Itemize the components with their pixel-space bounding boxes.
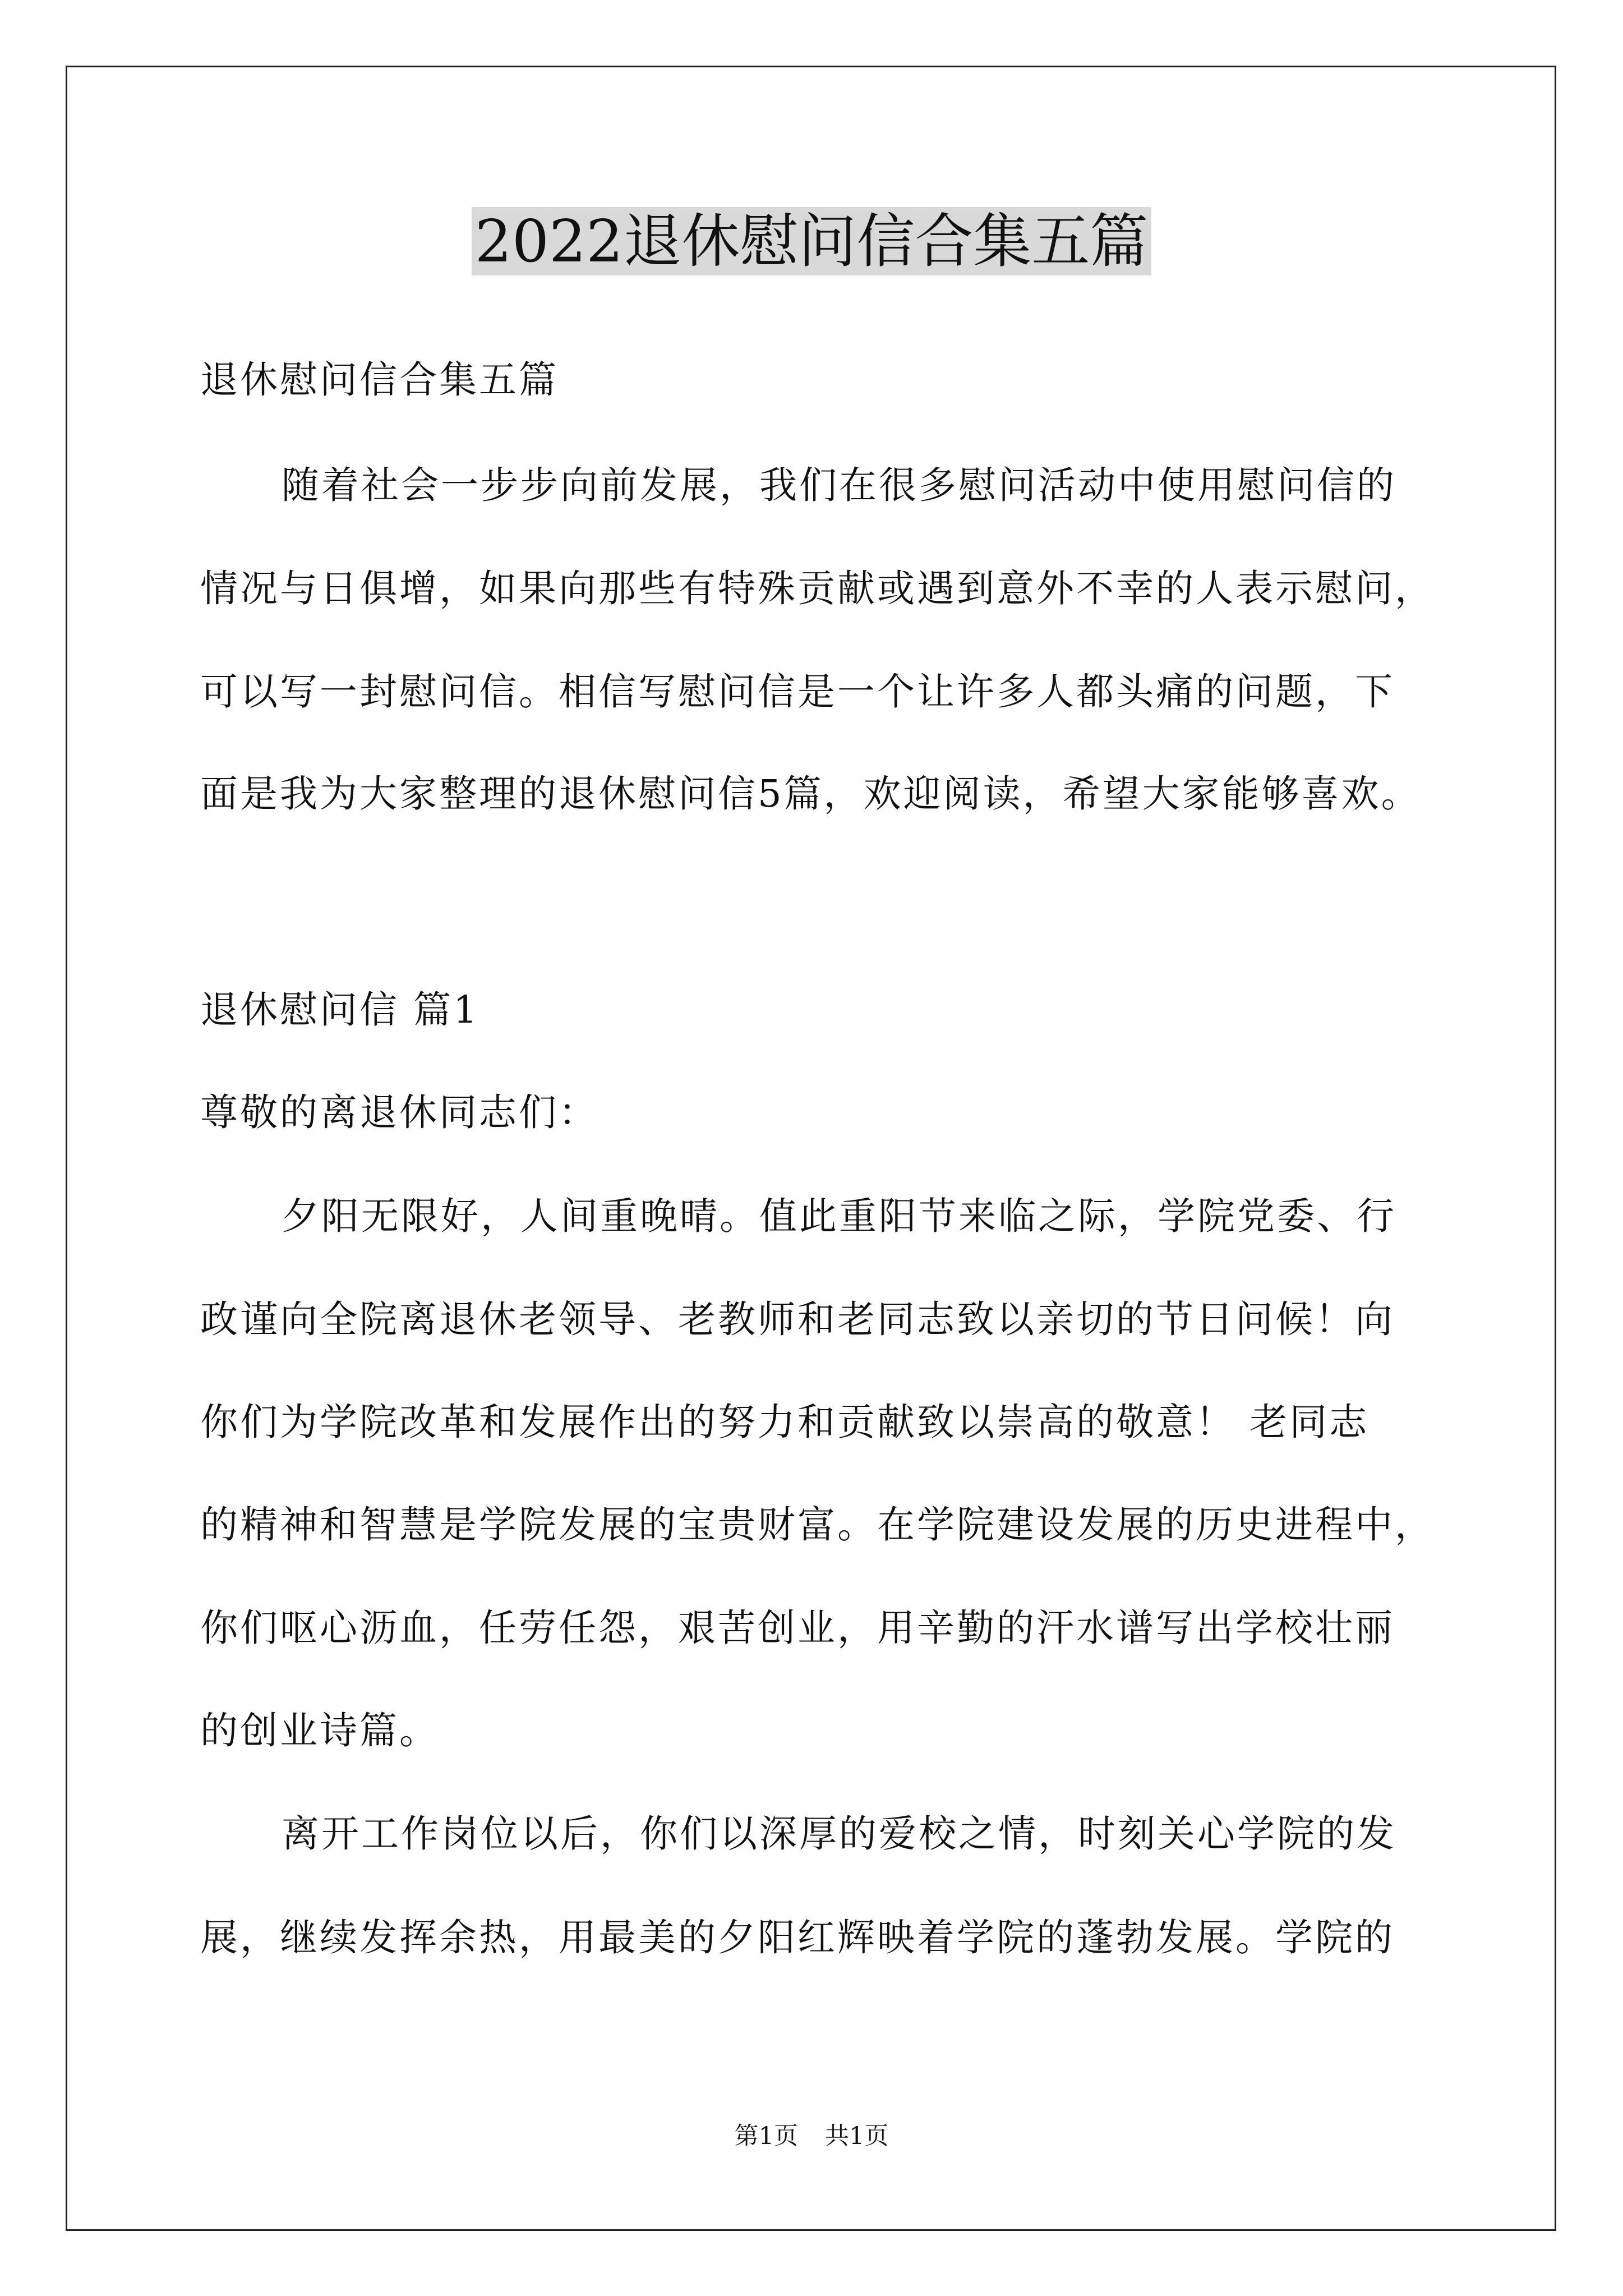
- page-total: 共1页: [825, 2122, 889, 2150]
- salutation: 尊敬的离退休同志们：: [200, 1091, 598, 1134]
- paragraph-line: 夕阳无限好，人间重晚晴。值此重阳节来临之际，学院党委、行: [282, 1194, 1396, 1238]
- paragraph-line: 离开工作岗位以后，你们以深厚的爱校之情，时刻关心学院的发: [282, 1812, 1396, 1856]
- intro-line: 随着社会一步步向前发展，我们在很多慰问活动中使用慰问信的: [282, 463, 1396, 507]
- document-title-text: 2022退休慰问信合集五篇: [472, 207, 1152, 275]
- intro-line: 情况与日俱增，如果向那些有特殊贡献或遇到意外不幸的人表示慰问，: [200, 567, 1435, 610]
- document-title: [0, 202, 1623, 280]
- paragraph-line: 的精神和智慧是学院发展的宝贵财富。在学院建设发展的历史进程中，: [200, 1503, 1435, 1547]
- intro-line: 可以写一封慰问信。相信写慰问信是一个让许多人都头痛的问题，下: [200, 670, 1395, 714]
- paragraph-line: 你们呕心沥血，任劳任怨，艰苦创业，用辛勤的汗水谱写出学校壮丽: [200, 1606, 1395, 1650]
- document-subtitle: 退休慰问信合集五篇: [200, 358, 559, 402]
- intro-line: 面是我为大家整理的退休慰问信5篇，欢迎阅读，希望大家能够喜欢。: [200, 772, 1421, 816]
- page-number: 第1页: [734, 2122, 798, 2150]
- paragraph-line: 展，继续发挥余热，用最美的夕阳红辉映着学院的蓬勃发展。学院的: [200, 1916, 1395, 1959]
- paragraph-line: 的创业诗篇。: [200, 1709, 439, 1752]
- paragraph-line: 政谨向全院离退休老领导、老教师和老同志致以亲切的节日问候！向: [200, 1297, 1395, 1341]
- paragraph-line: 你们为学院改革和发展作出的努力和贡献致以崇高的敬意！ 老同志: [200, 1400, 1370, 1444]
- section-heading: 退休慰问信 篇1: [200, 988, 479, 1032]
- page-footer: [0, 2119, 1623, 2153]
